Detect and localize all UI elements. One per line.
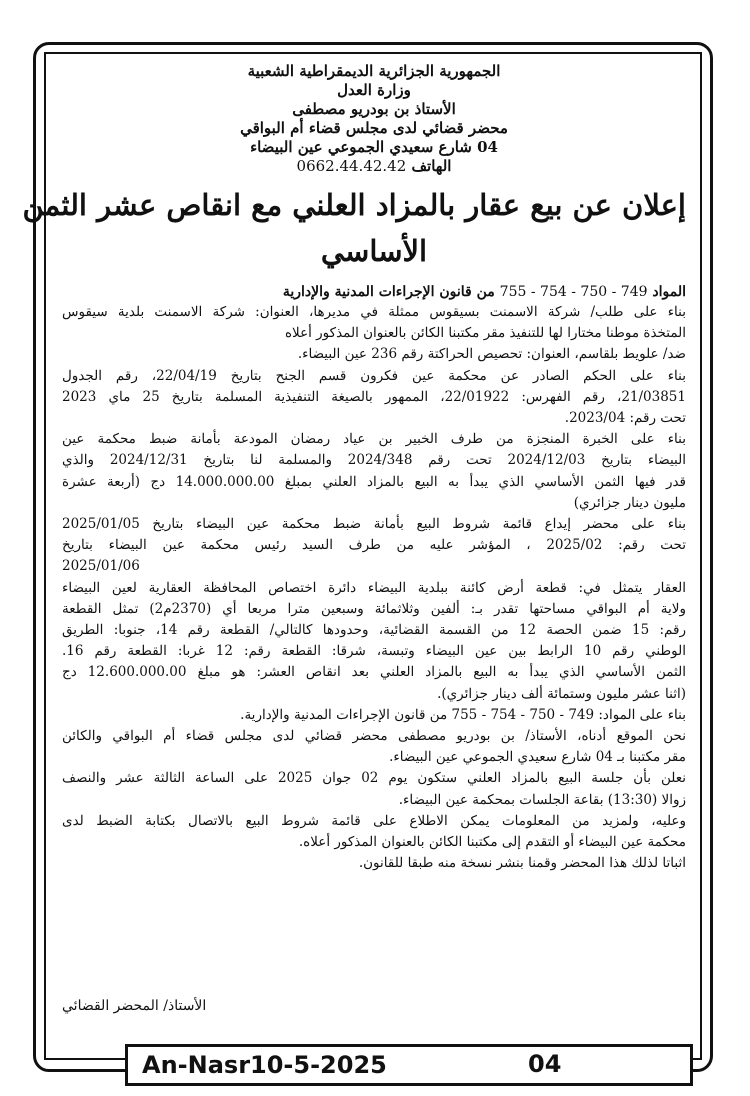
body-line: نحن الموقع أدناه، الأستاذ/ بن بودريو مصطفى محضر قضائي لدى مجلس قضاء أم البواقي والكائن [62,728,686,745]
letterhead [62,62,686,176]
publication-reference: An-Nasr10-5-2025 [142,1051,387,1079]
body-line: وعليه، ولمزيد من المعلومات يمكن الاطلاع على قائمة شروط البيع بالاتصال بكتابة الضبط لدى [62,812,686,829]
headline-line-2: الأساسي [320,234,428,268]
body-line: بناء على المواد: 749 - 750 - 754 - 755 من قانون الإجراءات المدنية والإدارية. [240,706,686,723]
publication-footer [125,1044,693,1086]
legal-notice [22,62,687,874]
bailiff-name: الأستاذ بن بودريو مصطفى [292,100,456,118]
body-line: نعلن بأن جلسة البيع بالمزاد العلني ستكون يوم 02 جوان 2025 على الساعة الثالثة عشر والنصف [62,770,686,787]
body-line: الوطني رقم 10 الرابط بين عين البيضاء وتبسة، شرقا: القطعة رقم: 12 غربا: القطعة رقم 16. [62,643,686,660]
body-line: (اثنا عشر مليون وستمائة ألف دينار جزائري). [437,685,686,702]
body-line: محكمة عين البيضاء أو التقدم إلى مكتبنا الكائن بالعنوان المذكور أعلاه. [298,834,686,851]
body-line: الثمن الأساسي الذي يبدأ به البيع بالمزاد العلني بعد انقاص العشر: هو مبلغ 12.600.000.00 دج [62,664,686,681]
body-line: بناء على الحكم الصادر عن محكمة عين فكرون قسم الجنح بتاريخ 22/04/19، رقم الجدول [62,367,686,384]
legal-articles [62,282,686,302]
body-line: زوالا (13:30) بقاعة الجلسات بمحكمة عين البيضاء. [398,791,686,808]
body-line: تحت رقم: 2023/04. [564,410,686,427]
phone-label: الهاتف [411,157,452,175]
office-address: 04 شارع سعيدي الجموعي عين البيضاء [250,138,498,156]
body-line: مقر مكتبنا بـ 04 شارع سعيدي الجموعي عين البيضاء. [389,749,686,766]
page-number: 04 [528,1050,562,1078]
body-line: بناء على طلب/ شركة الاسمنت بسيقوس ممثلة في مديرها، العنوان: شركة الاسمنت بلدية سيقوس [62,304,686,320]
articles-numbers: 749 - 750 - 754 - 755 [499,284,648,300]
articles-suffix: من قانون الإجراءات المدنية والإدارية [282,284,495,300]
body-line: المتخذة موطنا مختارا لها للتنفيذ مقر مكتبنا الكائن بالعنوان المذكور أعلاه [284,325,686,342]
body-line: البيضاء بتاريخ 2024/12/03 تحت رقم 2024/348 والمسلمة لنا بتاريخ 2024/12/31 والذي [62,452,686,469]
body-line: العقار يتمثل في: قطعة أرض كائنة ببلدية البيضاء دائرة اختصاص المحافظة العقارية لعين البيضاء [62,579,686,596]
body-line: ولاية أم البواقي مساحتها تقدر بـ: ألفين وثلاثمائة وسبعين مترا مربعا أي (2370م2) تمثل القطعة [62,600,687,617]
body-line: بناء على محضر إيداع قائمة شروط البيع بأمانة ضبط محكمة عين البيضاء بتاريخ 2025/01/05 [62,516,686,533]
notice-body [62,302,686,874]
body-line: مليون دينار جزائري) [573,494,686,511]
body-line: قدر فيها الثمن الأساسي الذي يبدأ به البيع بالمزاد العلني بمبلغ 14.000.000.00 دج (أربعة عشرة [62,473,687,490]
ministry-name: وزارة العدل [337,81,411,99]
body-line: 2025/01/06 [62,558,140,575]
signature: الأستاذ/ المحضر القضائي [62,998,207,1014]
body-line: 21/03851، رقم الفهرس: 22/01922، الممهور بالصيغة التنفيذية المسلمة بتاريخ 25 ماي 2023 [62,388,686,405]
headline-line-1: إعلان عن بيع عقار بالمزاد العلني مع انقاص عشر الثمن [22,188,686,222]
bailiff-title: محضر قضائي لدى مجلس قضاء أم البواقي [240,119,508,137]
body-line: ضد/ علويط بلقاسم، العنوان: تحصيص الحراكتة رقم 236 عين البيضاء. [297,346,686,363]
republic-name: الجمهورية الجزائرية الديمقراطية الشعبية [247,62,501,80]
body-line: اثباتا لذلك هذا المحضر وقمنا بنشر نسخة منه طبقا للقانون. [358,855,686,872]
body-line: رقم: 15 ضمن الحصة 12 من القسمة القضائية، وحدودها كالتالي/ القطعة رقم 14، جنوبا: الطريق [62,622,687,639]
phone-number: 0662.44.42.42 [296,157,407,175]
body-line: بناء على الخبرة المنجزة من طرف الخبير بن عياد رمضان المودعة بأمانة ضبط محكمة عين [62,431,686,448]
articles-label: المواد [652,284,686,300]
notice-headline [22,182,686,274]
phone-line [62,157,686,176]
body-line: تحت رقم: 2025/02 ، المؤشر عليه من طرف السيد رئيس محكمة عين البيضاء بتاريخ [62,537,686,554]
